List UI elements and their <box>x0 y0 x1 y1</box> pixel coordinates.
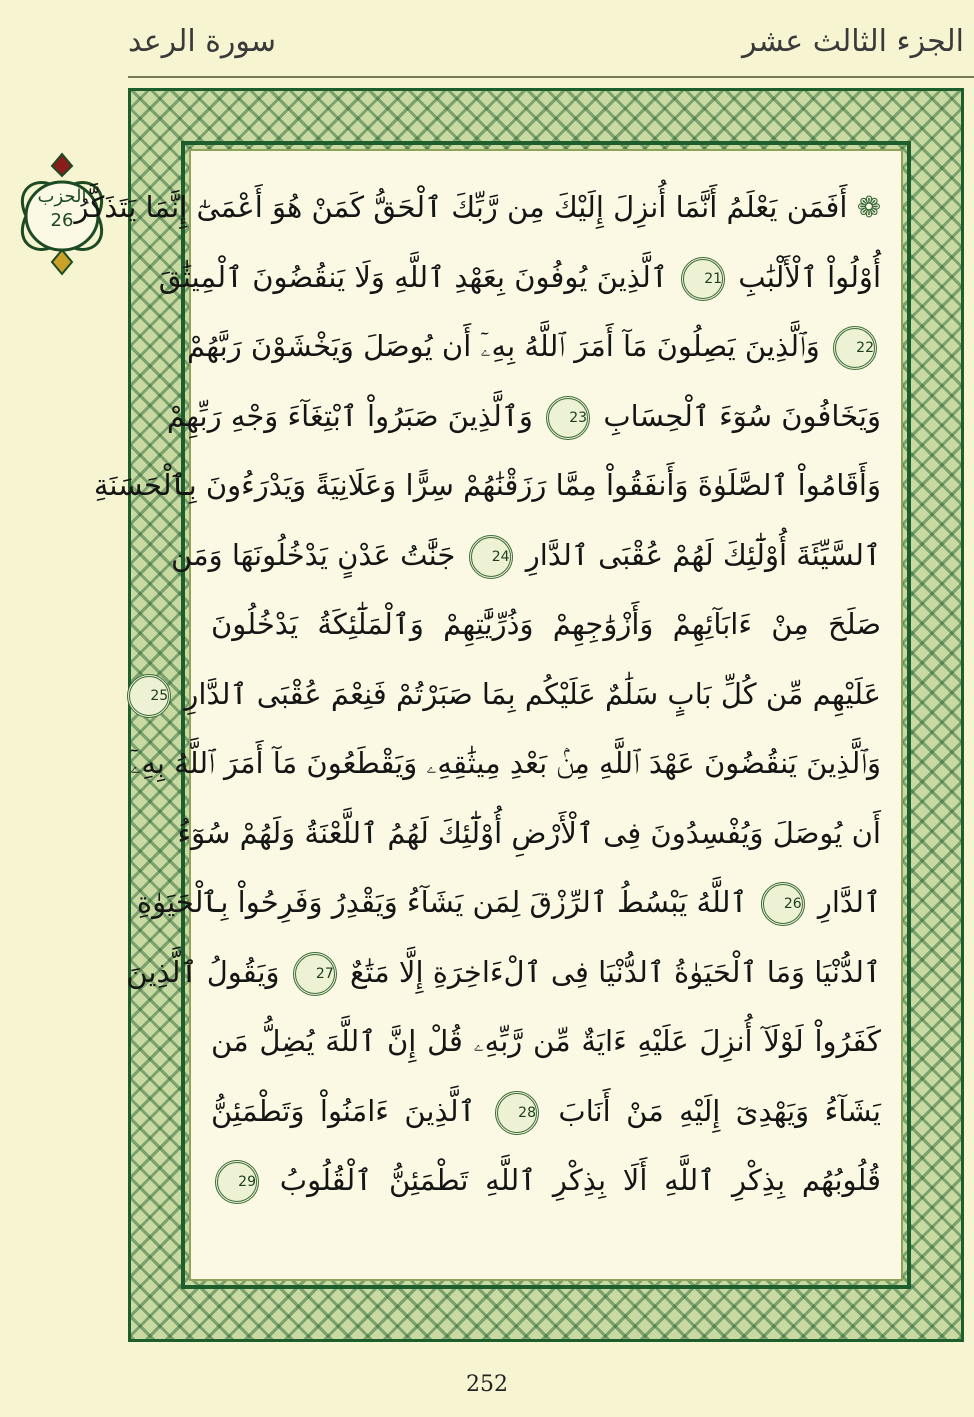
ayah-marker: 22 <box>833 326 877 370</box>
ornamental-frame <box>74 88 964 1342</box>
hizb-label: الحزب <box>37 186 87 207</box>
juz-title: الجزء الثالث عشر <box>741 24 964 59</box>
hizb-number: 26 <box>50 210 74 231</box>
ayah-marker: 26 <box>761 882 805 926</box>
text-panel <box>74 149 903 1281</box>
verse-line: أَن يُوصَلَ وَيُفْسِدُونَ فِى ٱلْأَرْضِ أُوْلَٰٓئِكَ لَهُمُ ٱللَّعْنَةُ وَلَهُمْ سُوٓءُ <box>177 815 881 850</box>
page-header <box>0 0 974 88</box>
verse-line: صَلَحَ مِنْ ءَابَآئِهِمْ وَأَزْوَٰجِهِمْ وَذُرِّيَّٰتِهِمْ وَٱلْمَلَٰٓئِكَةُ يَدْخُلُونَ <box>211 607 881 641</box>
surah-title: سورة الرعد <box>128 24 277 59</box>
surah-start-ornament-icon: ❁ <box>856 190 881 224</box>
verse-line: وَيَخَافُونَ سُوٓءَ ٱلْحِسَابِ 23 وَٱلَّذِينَ صَبَرُواْ ٱبْتِغَآءَ وَجْهِ رَبِّهِمْ <box>211 382 881 452</box>
ayah-marker: 24 <box>469 535 513 579</box>
ayah-marker: 25 <box>127 674 171 718</box>
verse-line: وَأَقَامُواْ ٱلصَّلَوٰةَ وَأَنفَقُواْ مِمَّا رَزَقْنَٰهُمْ سِرًّا وَعَلَانِيَةً وَيَدْرَءُونَ بِٱلْحَسَنَةِ <box>93 468 881 502</box>
verse-block <box>74 173 882 1216</box>
verse-line: وَٱلَّذِينَ يَنقُضُونَ عَهْدَ ٱللَّهِ مِنۢ بَعْدِ مِيثَٰقِهِۦ وَيَقْطَعُونَ مَآ أَمَرَ ٱللَّهُ بِهِۦٓ <box>130 746 881 780</box>
ayah-marker: 28 <box>495 1091 539 1135</box>
verse-line: ٱلسَّيِّئَةَ أُوْلَٰٓئِكَ لَهُمْ عُقْبَى ٱلدَّارِ 24 جَنَّٰتُ عَدْنٍ يَدْخُلُونَهَا وَمَن <box>211 521 881 591</box>
header-divider <box>128 76 974 78</box>
verse-line: ٱلدُّنْيَا وَمَا ٱلْحَيَوٰةُ ٱلدُّنْيَا فِى ٱلْءَاخِرَةِ إِلَّا مَتَٰعٌ 27 وَيَقُولُ ٱلَّذِينَ <box>211 938 881 1008</box>
ayah-marker: 21 <box>681 257 725 301</box>
verse-line: أُوْلُواْ ٱلْأَلْبَٰبِ 21 ٱلَّذِينَ يُوفُونَ بِعَهْدِ ٱللَّهِ وَلَا يَنقُضُونَ ٱلْمِيثَٰقَ <box>211 243 881 313</box>
ayah-marker: 27 <box>293 952 337 996</box>
verse-line: ٱلدَّارِ 26 ٱللَّهُ يَبْسُطُ ٱلرِّزْقَ لِمَن يَشَآءُ وَيَقْدِرُ وَفَرِحُواْ بِٱلْحَيَوٰةِ <box>211 868 881 938</box>
verse-line: كَفَرُواْ لَوْلَآ أُنزِلَ عَلَيْهِ ءَايَةٌ مِّن رَّبِّهِۦ قُلْ إِنَّ ٱللَّهَ يُضِلُّ مَن <box>211 1024 881 1058</box>
verse-line: قُلُوبُهُم بِذِكْرِ ٱللَّهِ أَلَا بِذِكْرِ ٱللَّهِ تَطْمَئِنُّ ٱلْقُلُوبُ 29 <box>211 1146 881 1216</box>
ayah-marker: 29 <box>215 1160 259 1204</box>
page-number: 252 <box>466 1372 508 1397</box>
verse-line: يَشَآءُ وَيَهْدِىٓ إِلَيْهِ مَنْ أَنَابَ 28 ٱلَّذِينَ ءَامَنُواْ وَتَطْمَئِنُّ <box>211 1077 881 1147</box>
ayah-marker: 23 <box>546 396 590 440</box>
verse-line: ❁ أَفَمَن يَعْلَمُ أَنَّمَا أُنزِلَ إِلَيْكَ مِن رَّبِّكَ ٱلْحَقُّ كَمَنْ هُوَ أَعْمَىٰٓ إِنَّمَا يَتَذَكَّرُ <box>74 190 881 224</box>
verse-line: عَلَيْهِم مِّن كُلِّ بَابٍ سَلَٰمٌ عَلَيْكُم بِمَا صَبَرْتُمْ فَنِعْمَ عُقْبَى ٱلدَّارِ 25 <box>211 660 881 730</box>
verse-line: 22 وَٱلَّذِينَ يَصِلُونَ مَآ أَمَرَ ٱللَّهُ بِهِۦٓ أَن يُوصَلَ وَيَخْشَوْنَ رَبَّهُمْ <box>211 312 881 382</box>
